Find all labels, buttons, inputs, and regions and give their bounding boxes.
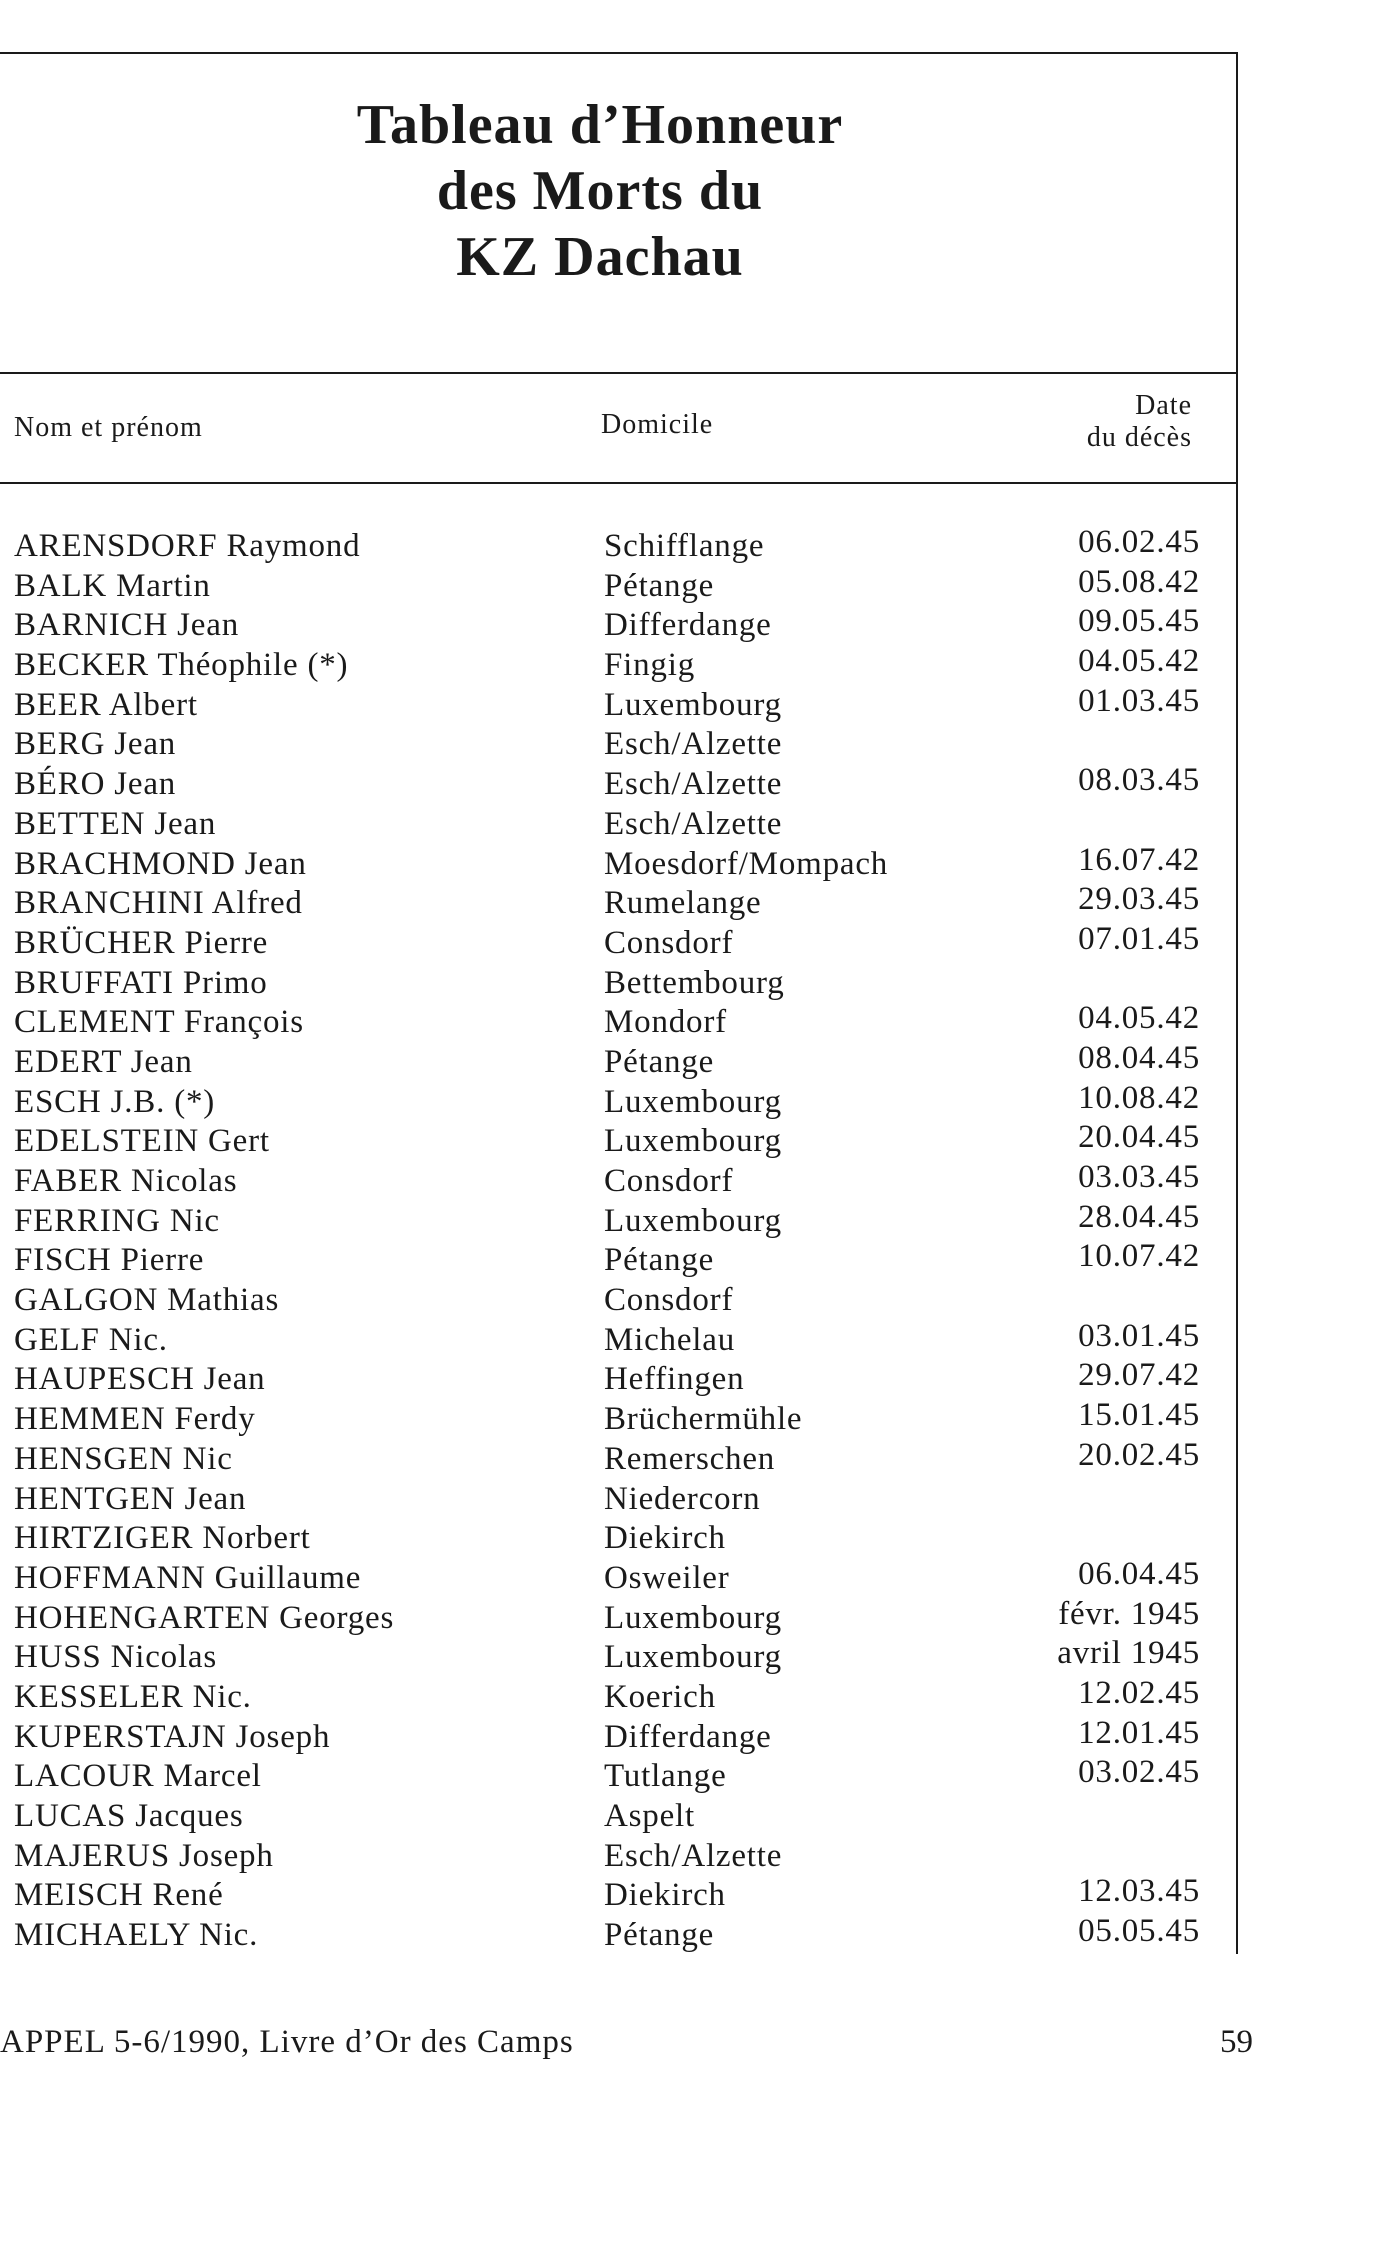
cell-domicile: Aspelt [604,1798,695,1834]
cell-name: HENSGEN Nic [14,1440,233,1477]
table-row [0,1518,1240,1558]
cell-domicile: Osweiler [604,1559,730,1596]
cell-domicile: Pétange [604,1043,715,1080]
cell-domicile: Brüchermühle [604,1401,803,1438]
cell-domicile: Niedercorn [604,1480,761,1517]
cell-date: 05.08.42 [1078,563,1200,600]
cell-date: 12.03.45 [1078,1873,1200,1910]
cell-name: KESSELER Nic. [14,1678,252,1715]
cell-date: 20.02.45 [1078,1436,1200,1473]
cell-domicile: Schifflange [604,528,765,564]
table-row [0,920,1240,963]
cell-domicile: Consdorf [604,924,734,961]
table-row [0,1240,1240,1280]
table-row [0,1161,1240,1201]
column-header-name: Nom et prénom [14,412,203,443]
title-line-2: des Morts du [436,160,764,222]
table-row [0,1674,1240,1717]
cell-name: HENTGEN Jean [14,1480,247,1517]
cell-date: 04.05.42 [1078,1000,1200,1037]
cell-name: BRANCHINI Alfred [14,885,303,922]
cell-name: BALK Martin [14,567,211,604]
cell-name: KUPERSTAJN Joseph [14,1718,331,1755]
cell-date: 12.02.45 [1078,1674,1200,1711]
cell-date: 28.04.45 [1078,1198,1200,1235]
cell-date: 01.03.45 [1078,682,1200,719]
footer-source: APPEL 5-6/1990, Livre d’Or des Camps [0,2024,574,2060]
cell-date: 05.05.45 [1078,1913,1200,1950]
table-row [0,1637,1240,1677]
page-number: 59 [1220,2024,1253,2060]
table-row [0,724,1240,764]
cell-domicile: Diekirch [604,1877,726,1914]
cell-name: FISCH Pierre [14,1242,205,1279]
table-row [0,1121,1240,1161]
table-row [0,1595,1240,1638]
table-row [0,764,1240,804]
cell-domicile: Esch/Alzette [604,726,783,763]
cell-date: 29.03.45 [1078,881,1200,918]
table-row [0,1875,1240,1915]
table-row [0,1836,1240,1876]
cell-date: 08.04.45 [1078,1039,1200,1076]
table-row [0,1317,1240,1360]
cell-name: BECKER Théophile (*) [14,647,349,684]
table-row [0,682,1240,725]
cell-domicile: Tutlange [604,1758,727,1795]
cell-domicile: Pétange [604,567,715,604]
cell-domicile: Differdange [604,1718,772,1755]
cell-date: avril 1945 [1057,1635,1200,1672]
cell-name: GALGON Mathias [14,1282,280,1319]
cell-date: 06.02.45 [1078,524,1200,560]
cell-name: LACOUR Marcel [14,1758,262,1795]
table-row [0,1280,1240,1320]
cell-name: BRACHMOND Jean [14,845,307,882]
table-row [0,1039,1240,1082]
cell-name: LUCAS Jacques [14,1798,244,1834]
cell-date: 15.01.45 [1078,1397,1200,1434]
column-header-date-line-2: du décès [1086,422,1192,453]
cell-domicile: Luxembourg [604,686,782,723]
cell-domicile: Heffingen [604,1361,745,1398]
cell-name: BARNICH Jean [14,607,240,644]
table-row [0,645,1240,685]
cell-domicile: Rumelange [604,885,762,922]
cell-date: 03.03.45 [1078,1159,1200,1195]
cell-domicile: Michelau [604,1321,736,1358]
cell-domicile: Koerich [604,1678,716,1715]
cell-date: 06.04.45 [1078,1555,1200,1592]
cell-name: BEER Albert [14,686,198,723]
cell-date: 29.07.42 [1078,1357,1200,1394]
cell-date: févr. 1945 [1058,1595,1200,1632]
cell-name: FABER Nicolas [14,1163,238,1199]
column-header-domicile: Domicile [601,409,714,440]
table-row [0,1399,1240,1439]
table-row [0,963,1240,1003]
cell-domicile: Differdange [604,607,772,644]
cell-name: BRÜCHER Pierre [14,924,269,961]
cell-domicile: Remerschen [604,1440,776,1477]
table-row [0,1714,1240,1757]
table-row [0,804,1240,844]
title-line-3: KZ Dachau [456,226,744,288]
cell-domicile: Bettembourg [604,964,785,1001]
cell-name: HUSS Nicolas [14,1639,218,1676]
cell-date: 09.05.45 [1078,603,1200,640]
table-row [0,605,1240,645]
column-header-date [1087,390,1192,454]
cell-date: 04.05.42 [1078,643,1200,680]
cell-domicile: Esch/Alzette [604,766,783,803]
cell-name: CLEMENT François [14,1004,304,1041]
cell-date: 16.07.42 [1078,841,1200,878]
cell-date: 10.07.42 [1078,1238,1200,1275]
cell-name: EDERT Jean [14,1043,193,1080]
cell-name: GELF Nic. [14,1321,168,1358]
cell-domicile: Luxembourg [604,1083,782,1120]
table-row [0,1436,1240,1479]
cell-date: 10.08.42 [1078,1079,1200,1116]
cell-name: MICHAELY Nic. [14,1917,259,1954]
cell-date: 03.01.45 [1078,1317,1200,1354]
cell-date: 07.01.45 [1078,920,1200,957]
cell-name: BRUFFATI Primo [14,964,268,1001]
cell-name: HAUPESCH Jean [14,1361,266,1398]
cell-name: HEMMEN Ferdy [14,1401,256,1438]
cell-date: 08.03.45 [1078,762,1200,799]
column-header-date-line-1: Date [1135,390,1192,421]
table-row [0,1198,1240,1241]
cell-name: HOFFMANN Guillaume [14,1559,362,1596]
cell-name: BÉRO Jean [14,766,177,803]
cell-domicile: Luxembourg [604,1599,782,1636]
cell-name: MEISCH René [14,1877,224,1914]
table-row [0,1002,1240,1042]
cell-domicile: Diekirch [604,1520,726,1557]
cell-name: BETTEN Jean [14,805,217,842]
cell-domicile: Consdorf [604,1282,734,1319]
cell-name: BERG Jean [14,726,177,763]
cell-name: ESCH J.B. (*) [14,1083,216,1120]
cell-domicile: Consdorf [604,1163,734,1199]
cell-domicile: Luxembourg [604,1123,782,1160]
cell-date: 20.04.45 [1078,1119,1200,1156]
cell-date: 12.01.45 [1078,1714,1200,1751]
cell-domicile: Esch/Alzette [604,1837,783,1874]
page-title [0,92,1200,290]
cell-name: FERRING Nic [14,1202,220,1239]
cell-domicile: Fingig [604,647,695,684]
cell-name: ARENSDORF Raymond [14,528,361,564]
cell-domicile: Esch/Alzette [604,805,783,842]
honour-roll-table [0,526,1240,1955]
cell-domicile: Pétange [604,1917,715,1954]
table-row [0,1079,1240,1122]
cell-domicile: Moesdorf/Mompach [604,845,889,882]
table-row [0,1915,1240,1955]
cell-date: 03.02.45 [1078,1754,1200,1791]
table-row [0,1796,1240,1836]
table-row [0,1555,1240,1598]
cell-domicile: Luxembourg [604,1202,782,1239]
cell-name: EDELSTEIN Gert [14,1123,270,1160]
table-row [0,1756,1240,1796]
cell-name: HOHENGARTEN Georges [14,1599,395,1636]
table-row [0,1359,1240,1399]
cell-domicile: Luxembourg [604,1639,782,1676]
cell-domicile: Pétange [604,1242,715,1279]
cell-name: HIRTZIGER Norbert [14,1520,311,1557]
cell-domicile: Mondorf [604,1004,727,1041]
cell-name: MAJERUS Joseph [14,1837,274,1874]
table-row [0,841,1240,884]
table-row [0,883,1240,923]
title-line-1: Tableau d’Honneur [356,94,844,156]
table-row [0,526,1240,566]
table-row [0,563,1240,606]
table-row [0,1479,1240,1519]
